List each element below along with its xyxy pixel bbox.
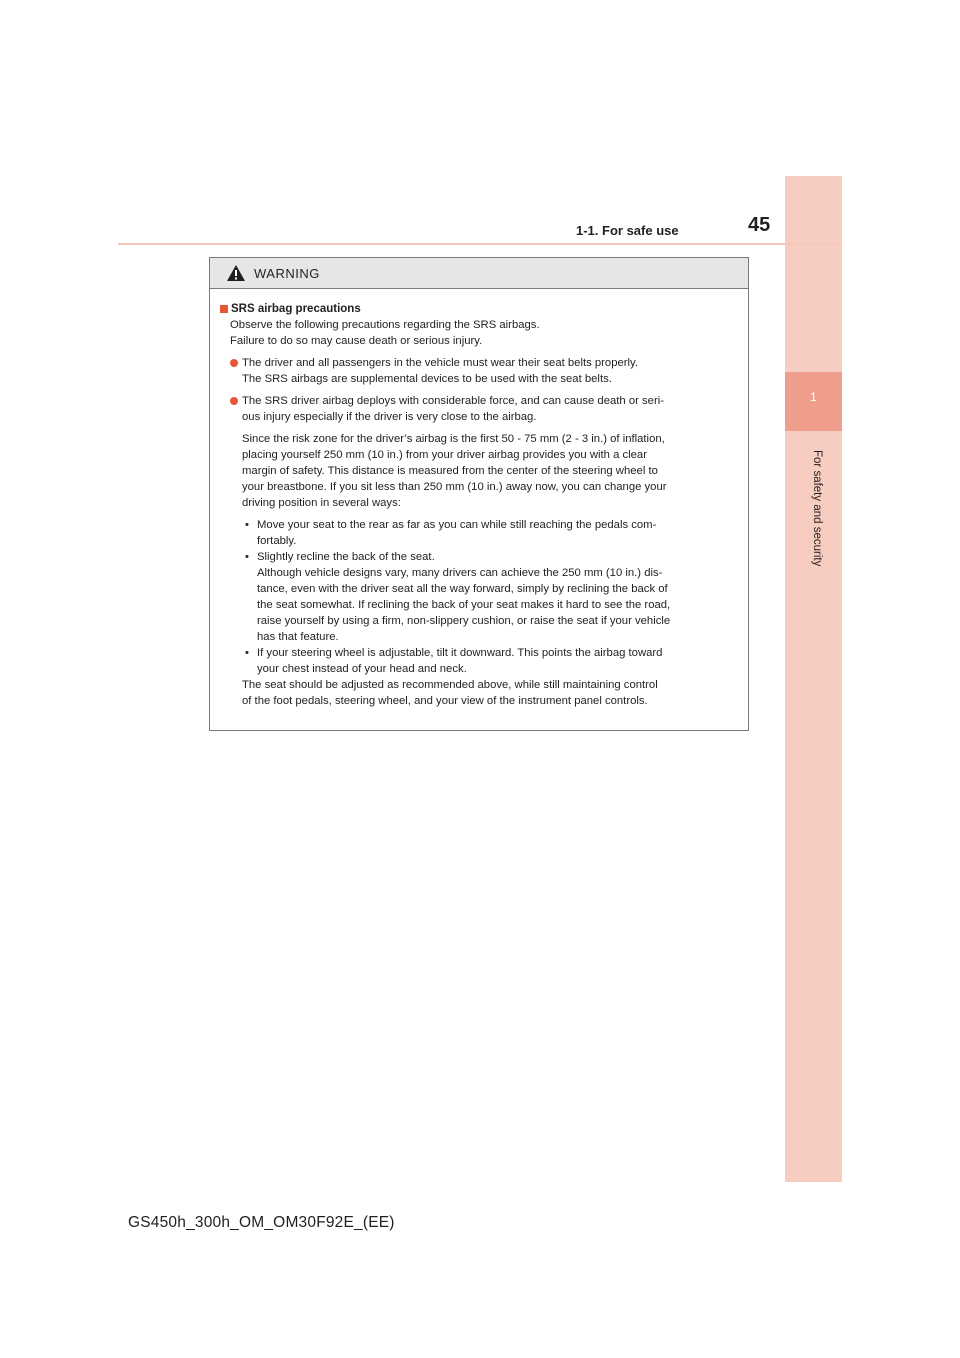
warning-body (210, 289, 748, 709)
chapter-side-tab (785, 176, 842, 1182)
bullet-line: ous injury especially if the driver is very close to the airbag. (242, 411, 537, 423)
section-heading (220, 301, 738, 317)
warning-header (210, 258, 748, 289)
warning-title: WARNING (254, 265, 320, 281)
bullet-line: The driver and all passengers in the vehicle must wear their seat belts properly. (242, 357, 639, 369)
sub-line: tance, even with the driver seat all the way forward, simply by reclining the back of (257, 583, 668, 595)
circle-bullet-icon (230, 359, 238, 367)
square-bullet-icon (220, 305, 228, 313)
sub-line: has that feature. (257, 631, 339, 643)
sub-line: If your steering wheel is adjustable, tilt it downward. This points the airbag toward (257, 647, 663, 659)
small-bullet-icon: • (245, 519, 249, 531)
chapter-label: For safety and security (811, 450, 823, 567)
sub-list-item (242, 517, 738, 549)
circle-bullet-icon (230, 397, 238, 405)
sub-list (220, 517, 738, 677)
sub-line: Although vehicle designs vary, many drivers can achieve the 250 mm (10 in.) dis- (257, 567, 663, 579)
warning-triangle-icon (226, 264, 246, 282)
bullet-line: The SRS driver airbag deploys with considerable force, and can cause death or seri- (242, 395, 664, 407)
small-bullet-icon: • (245, 647, 249, 659)
sub-line: Slightly recline the back of the seat. (257, 551, 435, 563)
warning-box (209, 257, 749, 731)
page-number: 45 (748, 214, 771, 236)
closing-line: The seat should be adjusted as recommended above, while still maintaining control (242, 679, 658, 691)
sub-line: Move your seat to the rear as far as you can while still reaching the pedals com- (257, 519, 657, 531)
document-code: GS450h_300h_OM_OM30F92E_(EE) (128, 1214, 395, 1231)
sub-line: fortably. (257, 535, 297, 547)
bullet-item (220, 393, 738, 425)
paragraph-line: Since the risk zone for the driver’s airbag is the first 50 - 75 mm (2 - 3 in.) of inflation, (242, 433, 665, 445)
sub-line: your chest instead of your head and neck. (257, 663, 467, 675)
paragraph-line: placing yourself 250 mm (10 in.) from your driver airbag provides you with a clear (242, 449, 647, 461)
small-bullet-icon: • (245, 551, 249, 563)
bullet-line: The SRS airbags are supplemental devices to be used with the seat belts. (242, 373, 612, 385)
paragraph-line: your breastbone. If you sit less than 250 mm (10 in.) away now, you can change your (242, 481, 667, 493)
sub-list-item (242, 549, 738, 645)
section-title: 1-1. For safe use (576, 223, 679, 238)
closing-line: of the foot pedals, steering wheel, and your view of the instrument panel controls. (242, 695, 648, 707)
intro-text (220, 317, 738, 349)
paragraph-line: driving position in several ways: (242, 497, 401, 509)
intro-line: Observe the following precautions regarding the SRS airbags. (230, 319, 540, 331)
risk-paragraph (220, 431, 738, 511)
header-divider (118, 243, 842, 245)
sub-list-item (242, 645, 738, 677)
sub-line: raise yourself by using a firm, non-slippery cushion, or raise the seat if your vehicle (257, 615, 671, 627)
sub-line: the seat somewhat. If reclining the back of your seat makes it hard to see the road, (257, 599, 671, 611)
intro-line: Failure to do so may cause death or serious injury. (230, 335, 483, 347)
closing-paragraph (220, 677, 738, 709)
paragraph-line: margin of safety. This distance is measured from the center of the steering wheel to (242, 465, 658, 477)
bullet-item (220, 355, 738, 387)
section-heading-text: SRS airbag precautions (231, 303, 361, 315)
chapter-number: 1 (810, 390, 817, 404)
